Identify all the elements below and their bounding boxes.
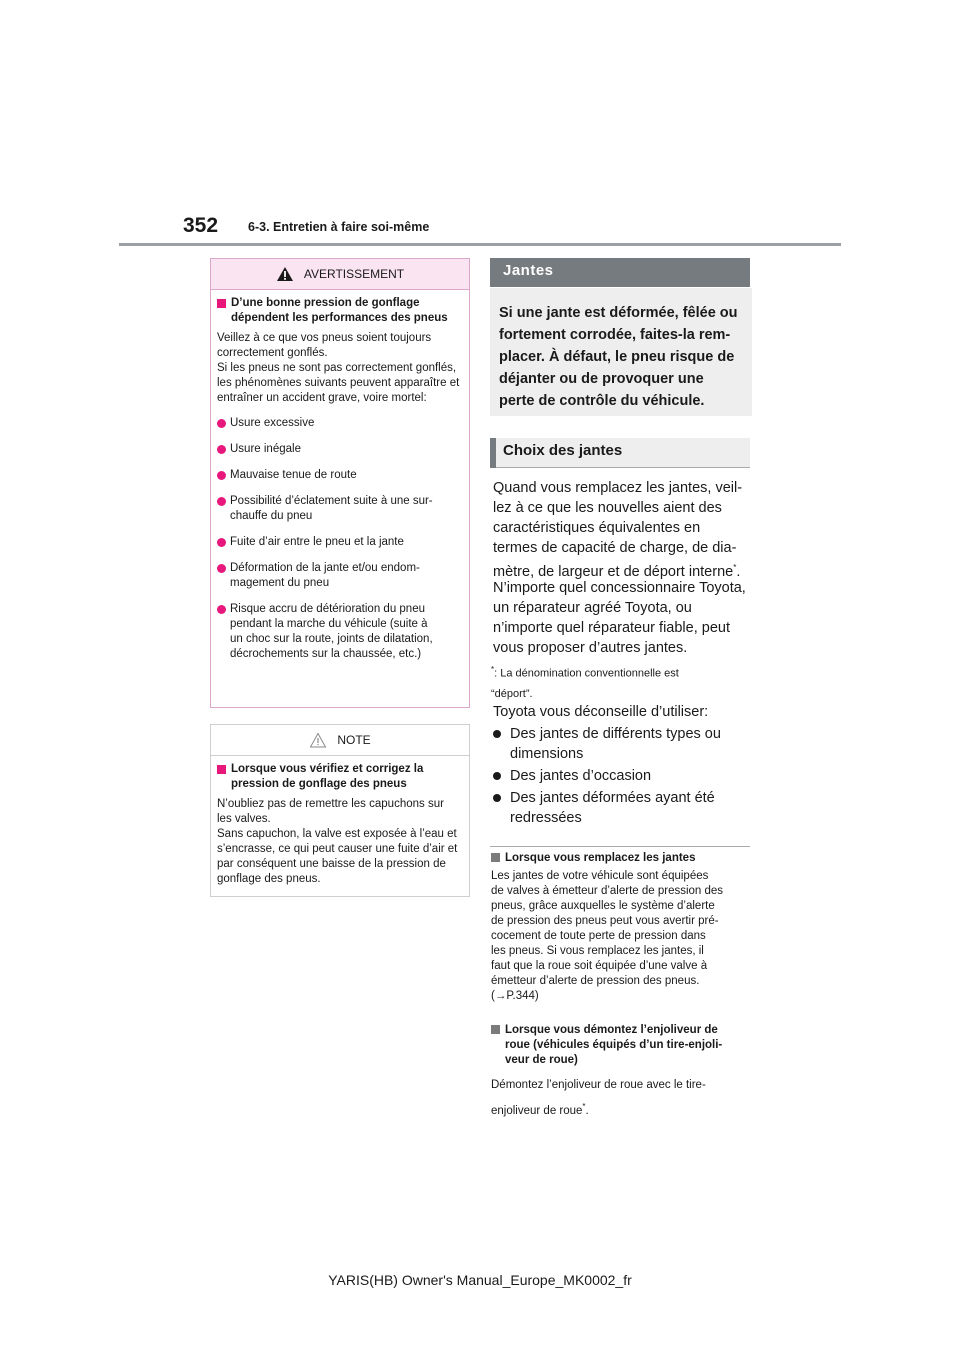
warning-heading [217, 296, 461, 326]
note-title: NOTE [337, 733, 371, 747]
info-heading-1-text: Lorsque vous remplacez les jantes [505, 852, 696, 864]
page-number: 352 [183, 214, 219, 237]
info-body-2-end: . [585, 1104, 589, 1117]
footnote-text: : La dénomination conventionnelle est “déport”. [491, 667, 679, 700]
note-header [211, 725, 469, 756]
info-body-2-text: Démontez l’enjoliveur de roue avec le tire- enjoliveur de roue [491, 1079, 706, 1117]
footnote-mark: * [733, 563, 737, 572]
warning-item [217, 494, 461, 524]
warning-item [217, 602, 461, 662]
choix-paragraph-1-text: Quand vous remplacez les jantes, veil- lez à ce que les nouvelles aient des caractéristiques équivalentes en termes de capacité de charge, de dia- mètre, de largeur et de déport interne [493, 480, 743, 580]
bullet-dot-icon [493, 730, 501, 738]
warning-item-text: Mauvaise tenue de route [230, 469, 357, 481]
bullet-dot-icon [217, 471, 226, 480]
bullet-dot-icon [217, 538, 226, 547]
info-heading-2-text: Lorsque vous démontez l’enjoliveur de roue (véhicules équipés d’un tire-enjoli- veur de roue) [505, 1024, 723, 1066]
choix-bullet [493, 788, 751, 828]
warning-item-text: Risque accru de détérioration du pneu pendant la marche du véhicule (suite à un choc sur la route, joints de dilatation, décrochements sur la chaussée, etc.) [230, 603, 433, 660]
warning-paragraph: Veillez à ce que vos pneus soient toujours correctement gonflés. Si les pneus ne sont pas correctement gonflés, les phénomènes suivants peuvent apparaître et entraîner un accident grave, voire mortel: [217, 332, 460, 404]
bullet-dot-icon [217, 605, 226, 614]
square-bullet-icon [491, 853, 500, 862]
warning-item [217, 468, 461, 483]
warning-item-text: Déformation de la jante et/ou endom- magement du pneu [230, 562, 420, 589]
jantes-intro-panel [490, 288, 752, 416]
square-bullet-icon [217, 299, 226, 308]
warning-item-text: Possibilité d’éclatement suite à une sur- chauffe du pneu [230, 495, 433, 522]
warning-heading-text: D’une bonne pression de gonflage dépendent les performances des pneus [231, 297, 448, 324]
choix-bullet-text: Des jantes de différents types ou dimensions [510, 726, 721, 762]
warning-title: AVERTISSEMENT [303, 267, 405, 281]
info-body-2 [491, 1074, 753, 1122]
note-box [210, 724, 470, 897]
warning-item [217, 561, 461, 591]
header-rule [119, 243, 841, 246]
square-bullet-icon [217, 765, 226, 774]
info-body-1: Les jantes de votre véhicule sont équipées de valves à émetteur d’alerte de pression des pneus, grâce auxquelles le système d’alerte de pression des pneus peut vous avertir pré- cocement de toute perte de pression dans les pneus. Si vous remplacez les jantes, il faut que la roue soit équipée d’une valve à émetteur d’alerte de pression des pneus. (→P.344) [491, 870, 724, 1002]
choix-title: Choix des jantes [503, 442, 623, 459]
jantes-title: Jantes [503, 262, 554, 279]
square-bullet-icon [491, 1025, 500, 1034]
warning-box [210, 258, 470, 708]
choix-paragraph-2: N’importe quel concessionnaire Toyota, un réparateur agréé Toyota, ou n’importe quel réparateur fiable, peut vous proposer d’autres jantes. [493, 580, 746, 656]
choix-bullet [493, 724, 751, 764]
note-heading-text: Lorsque vous vérifiez et corrigez la pression de gonflage des pneus [231, 763, 424, 790]
warning-item-text: Usure inégale [230, 443, 301, 455]
caution-outline-icon [309, 732, 327, 748]
footer: YARIS(HB) Owner's Manual_Europe_MK0002_fr [328, 1272, 632, 1288]
choix-paragraph-3: Toyota vous déconseille d’utiliser: [493, 704, 709, 720]
bullet-dot-icon [493, 794, 501, 802]
warning-header [211, 259, 469, 290]
bullet-dot-icon [493, 772, 501, 780]
section-title: 6-3. Entretien à faire soi-même [248, 220, 430, 234]
footnote [491, 660, 753, 704]
choix-bullet-text: Des jantes d’occasion [510, 768, 652, 784]
warning-item-text: Fuite d’air entre le pneu et la jante [230, 536, 404, 548]
choix-bullet-text: Des jantes déformées ayant été redressées [510, 790, 715, 826]
warning-item [217, 535, 461, 550]
warning-icon [276, 266, 294, 282]
footnote-mark: * [491, 665, 495, 674]
info-heading-2 [491, 1023, 753, 1068]
bullet-dot-icon [217, 497, 226, 506]
warning-item [217, 442, 461, 457]
info-heading-1 [491, 851, 753, 866]
choix-paragraph-1-end: . [736, 563, 741, 580]
choix-bullet [493, 766, 751, 786]
note-heading [217, 762, 461, 792]
info-divider [490, 846, 750, 847]
bullet-dot-icon [217, 419, 226, 428]
warning-item-text: Usure excessive [230, 417, 315, 429]
choix-accent [490, 438, 496, 468]
bullet-dot-icon [217, 445, 226, 454]
bullet-dot-icon [217, 564, 226, 573]
note-paragraph: N’oubliez pas de remettre les capuchons sur les valves. Sans capuchon, la valve est exposée à l’eau et s’encrasse, ce qui peut causer une fuite d’air et par conséquent une baisse de la pression de gonflage des pneus. [217, 798, 458, 885]
warning-item [217, 416, 461, 431]
footnote-mark: * [582, 1102, 586, 1111]
jantes-intro-text: Si une jante est déformée, fêlée ou fortement corrodée, faites-la rem- placer. À défaut, le pneu risque de déjanter ou de provoquer une perte de contrôle du véhicule. [499, 305, 738, 409]
choix-paragraph-1 [493, 478, 755, 582]
